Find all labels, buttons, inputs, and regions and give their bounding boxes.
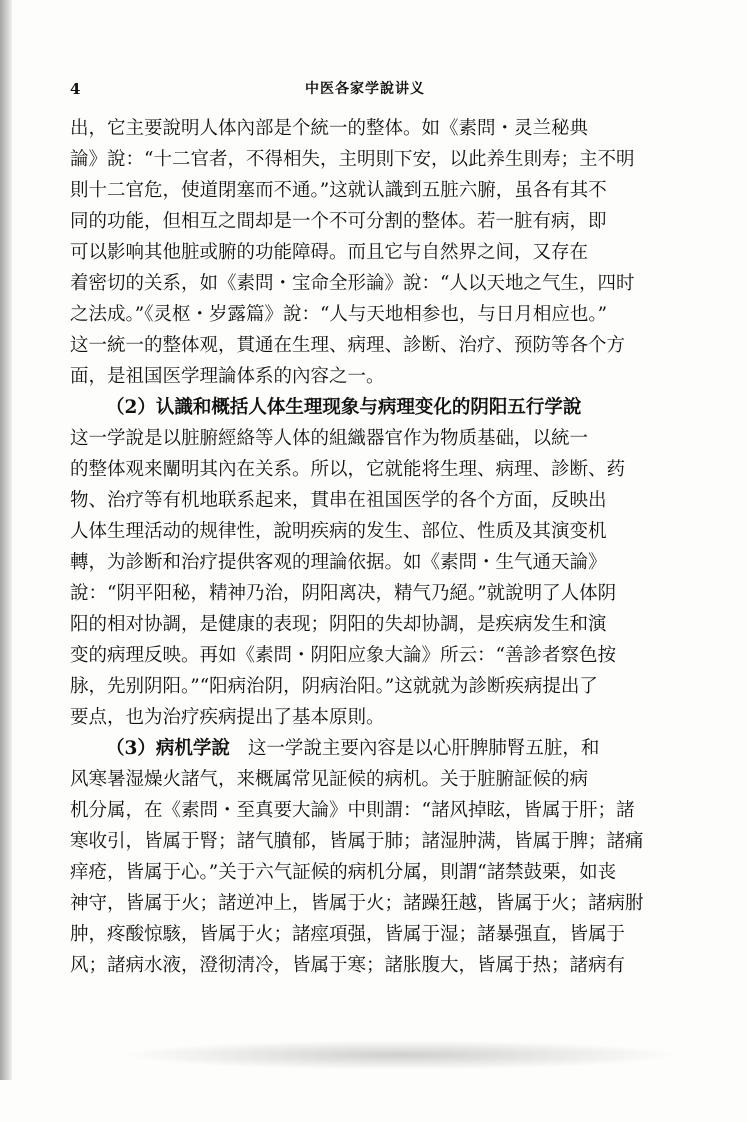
text-line: 轉，为診断和治疗提供客观的理論依据。如《素問・生气通天論》 <box>70 552 607 573</box>
text-line: 着密切的关系，如《素問・宝命全形論》說：“人以天地之气生，四时 <box>70 273 635 294</box>
text-line: 說：“阴平阳秘，精神乃治，阴阳离决，精气乃絕。”就說明了人体阴 <box>70 583 617 604</box>
body-text <box>70 113 660 981</box>
text-line: 面，是祖国医学理論体系的內容之一。 <box>70 366 385 387</box>
text-line: 这一統一的整体观，貫通在生理、病理、診断、治疗、预防等各个方 <box>70 335 626 356</box>
text-line: 可以影响其他脏或腑的功能障碍。而且它与自然界之间，又存在 <box>70 242 589 263</box>
text-line: 风寒暑湿燥火諸气，来概属常见証候的病机。关于脏腑証候的病 <box>70 769 589 790</box>
text-line: 論》說：“十二官者，不得相失，主明則下安，以此养生則寿；主不明 <box>70 149 635 170</box>
text-line: 脉，先别阴阳。”“阳病治阴，阴病治阳。”这就就为診断疾病提出了 <box>70 676 598 697</box>
text-line: 物、治疗等有机地联系起来，貫串在祖国医学的各个方面，反映出 <box>70 490 607 511</box>
text-line: 的整体观来闡明其內在关系。所以，它就能将生理、病理、診断、药 <box>70 459 626 480</box>
section-heading-2: （2）认識和概括人体生理现象与病理变化的阴阳五行学說 <box>106 397 582 418</box>
text-line: 出，它主要說明人体內部是个統一的整体。如《素問・灵兰秘典 <box>70 118 589 139</box>
text-line: 要点，也为治疗疾病提出了基本原則。 <box>70 707 385 728</box>
text-line: 寒收引，皆属于腎；諸气膹郁，皆属于肺；諸湿肿满，皆属于脾；諸痛 <box>70 831 644 852</box>
text-line: 阳的相对协調，是健康的表现；阴阳的失却协調，是疾病发生和演 <box>70 614 607 635</box>
text-line: 肿，疼酸惊駭，皆属于火；諸痙項强，皆属于湿；諸暴强直，皆属于 <box>70 924 626 945</box>
text-line: 风；諸病水液，澄彻淸冷，皆属于寒；諸胀腹大，皆属于热；諸病有 <box>70 955 626 976</box>
text-line: 之法成。”《灵枢・岁露篇》說：“人与天地相参也，与日月相应也。” <box>70 304 608 325</box>
text-line: 則十二官危，使道閉塞而不通。”这就认識到五脏六腑，虽各有其不 <box>70 180 607 201</box>
text-line: 神守，皆属于火；諸逆冲上，皆属于火；諸躁狂越，皆属于火；諸病胕 <box>70 893 644 914</box>
section-3-first-line <box>70 733 660 764</box>
text-line: 痒疮，皆属于心。”关于六气証候的病机分属，則謂“諸禁鼓栗，如丧 <box>70 862 617 883</box>
text-line: 变的病理反映。再如《素問・阴阳应象大論》所云：“善診者察色按 <box>70 645 616 666</box>
page-header <box>70 78 660 100</box>
text-line: 人体生理活动的规律性，說明疾病的发生、部位、性质及其演变机 <box>70 521 607 542</box>
text-line: 同的功能，但相互之間却是一个不可分割的整体。若一脏有病，即 <box>70 211 607 232</box>
scan-bottom-noise <box>120 1040 680 1070</box>
text-line: 机分属，在《素問・至真要大論》中則謂：“諸风掉眩，皆属于肝；諸 <box>70 800 635 821</box>
text-line-rest: 这一学說主要內容是以心肝脾肺腎五脏，和 <box>247 738 600 759</box>
page-number: 4 <box>70 80 81 98</box>
section-heading-3: （3）病机学說 <box>106 738 230 759</box>
running-title: 中医各家学說讲义 <box>305 81 425 97</box>
scan-shadow-edge <box>0 0 12 1080</box>
text-line: 这一学說是以脏腑經絡等人体的組織器官作为物质基础，以統一 <box>70 428 589 449</box>
